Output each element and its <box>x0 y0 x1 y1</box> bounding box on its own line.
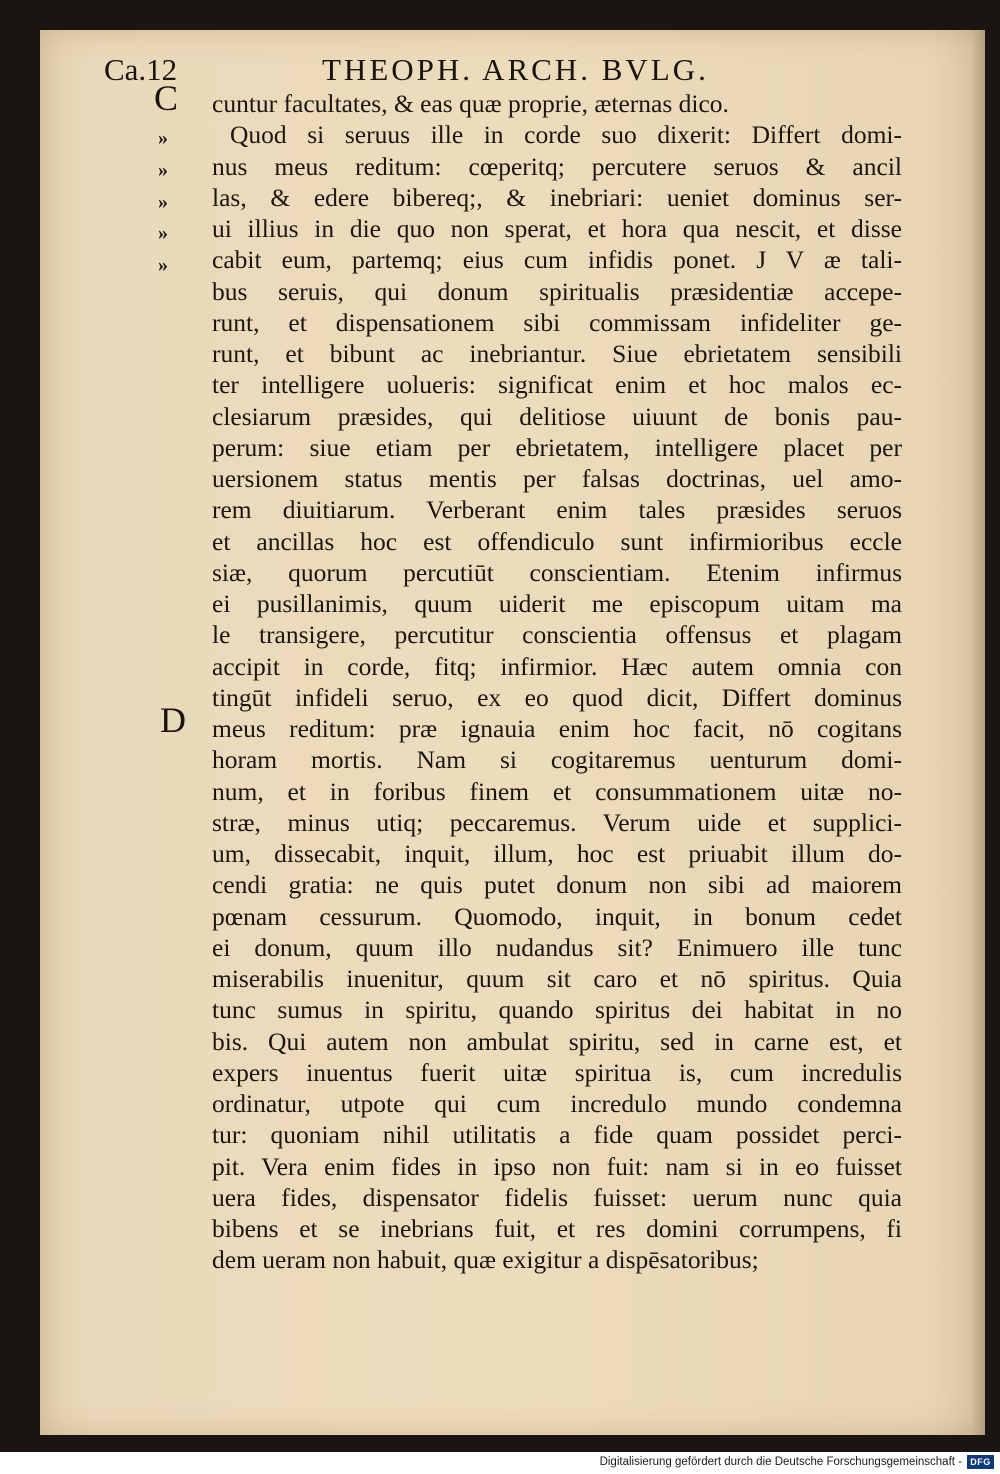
quote-mark: » <box>158 222 168 244</box>
quote-mark: » <box>158 159 168 181</box>
page-edge-shadow <box>971 30 985 1435</box>
text-line: ter intelligere uolueris: significat enim et hoc malos ec- <box>212 370 902 400</box>
text-line: rem diuitiarum. Verberant enim tales præsides seruos <box>212 495 902 525</box>
text-line: ui illius in die quo non sperat, et hora qua nescit, et disse <box>212 214 902 243</box>
text-line: le transigere, percutitur conscientia offensus et plagam <box>212 620 902 650</box>
text-line: meus reditum: præ ignauia enim hoc facit, nō cogitans <box>212 714 902 743</box>
text-line: Quod si seruus ille in corde suo dixerit: Differt domi- <box>230 120 902 150</box>
text-line: clesiarum præsides, qui delitiose uiuunt de bonis pau- <box>212 401 902 431</box>
text-line: num, et in foribus finem et consummationem uitæ no- <box>212 776 902 806</box>
text-line: dem ueram non habuit, quæ exigitur a dispēsatoribus; <box>212 1245 759 1275</box>
text-line: accipit in corde, fitq; infirmior. Hæc autem omnia con <box>212 651 902 681</box>
chapter-mark: Ca.12 <box>104 52 178 87</box>
text-line: ei donum, quum illo nudandus sit? Enimuero ille tunc <box>212 932 902 962</box>
text-line: expers inuentus fuerit uitæ spiritua is, cum incredulis <box>212 1057 902 1087</box>
text-line: uera fides, dispensator fidelis fuisset: uerum nunc quia <box>212 1182 902 1212</box>
text-line: pœnam cessurum. Quomodo, inquit, in bonum cedet <box>212 901 902 931</box>
text-line: bis. Qui autem non ambulat spiritu, sed in carne est, et <box>212 1026 902 1056</box>
quote-mark: » <box>158 191 168 213</box>
quote-mark: » <box>158 254 168 276</box>
text-line: ordinatur, utpote qui cum incredulo mundo condemna <box>212 1089 902 1118</box>
text-line: perum: siue etiam per ebrietatem, intelligere placet per <box>212 432 902 462</box>
text-line: bus seruis, qui donum spiritualis præsidentiæ accepe- <box>212 276 902 306</box>
text-line: ei pusillanimis, quum uiderit me episcopum uitam ma <box>212 589 902 618</box>
text-line: uersionem status mentis per falsas doctrinas, uel amo- <box>212 464 902 493</box>
text-line: tur: quoniam nihil utilitatis a fide quam possidet perci- <box>212 1120 902 1150</box>
text-line: et ancillas hoc est offendiculo sunt infirmioribus eccle <box>212 526 902 556</box>
text-line: miserabilis inuenitur, quum sit caro et nō spiritus. Quia <box>212 964 902 993</box>
text-line: pit. Vera enim fides in ipso non fuit: nam si in eo fuisset <box>212 1151 902 1181</box>
text-line: cuntur facultates, & eas quæ proprie, æternas dico. <box>212 89 729 118</box>
text-line: siæ, quorum percutiūt conscientiam. Etenim infirmus <box>212 557 902 587</box>
text-line: stræ, minus utiq; peccaremus. Verum uide et supplici- <box>212 807 902 837</box>
funding-note: Digitalisierung gefördert durch die Deutsche Forschungsgemeinschaft - <box>599 1456 962 1468</box>
footer-bar <box>0 1452 1000 1474</box>
margin-notes <box>150 80 200 1280</box>
text-line: tingūt infideli seruo, ex eo quod dicit, Differt dominus <box>212 682 902 712</box>
dfg-logo: DFG <box>967 1455 994 1469</box>
quote-mark: » <box>158 127 168 149</box>
running-head: THEOPH. ARCH. BVLG. <box>322 52 709 87</box>
text-line: horam mortis. Nam si cogitaremus uenturum domi- <box>212 745 902 775</box>
text-line: um, dissecabit, inquit, illum, hoc est priuabit illum do- <box>212 839 902 868</box>
body-text <box>212 88 902 1276</box>
text-line: cabit eum, partemq; eius cum infidis ponet. J V æ tali- <box>212 245 902 275</box>
text-line: tunc sumus in spiritu, quando spiritus dei habitat in no <box>212 995 902 1025</box>
text-line: runt, et dispensationem sibi commissam infideliter ge- <box>212 307 902 337</box>
text-line: cendi gratia: ne quis putet donum non sibi ad maiorem <box>212 870 902 900</box>
text-line: runt, et bibunt ac inebriantur. Siue ebrietatem sensibili <box>212 339 902 368</box>
section-letter-d: D <box>160 700 186 740</box>
section-letter-c: C <box>154 78 179 118</box>
text-line: nus meus reditum: cœperitq; percutere seruos & ancil <box>212 151 902 181</box>
text-line: las, & edere bibereq;, & inebriari: ueniet dominus ser- <box>212 182 902 212</box>
text-line: bibens et se inebrians fuit, et res domini corrumpens, fi <box>212 1214 902 1243</box>
